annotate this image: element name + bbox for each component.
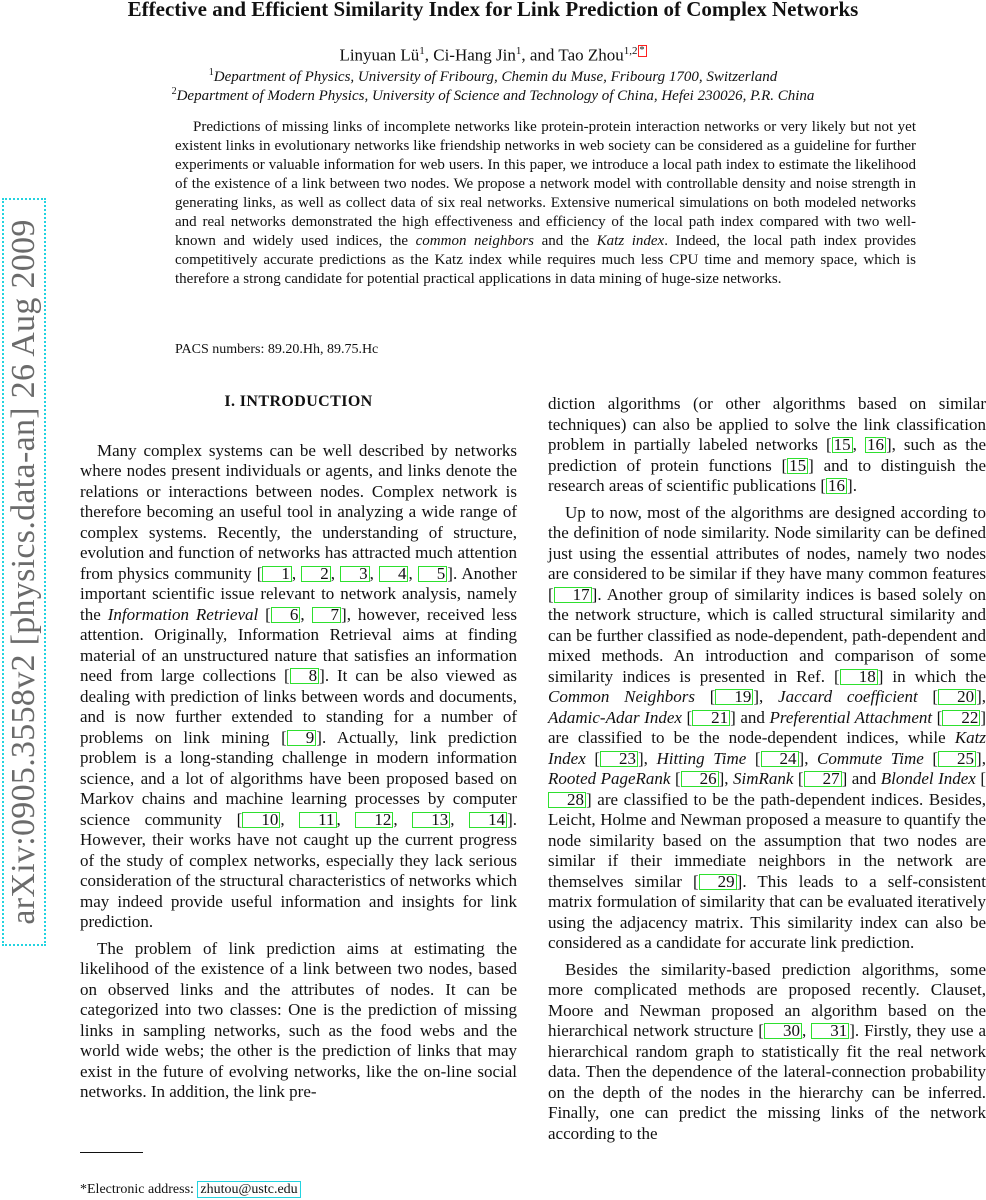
citation-link[interactable]: 1 — [262, 566, 292, 582]
citation-link[interactable]: 16 — [828, 476, 846, 495]
citation-link[interactable]: 29 — [699, 874, 737, 890]
corresponding-author-link[interactable]: * — [639, 44, 645, 56]
citation-link[interactable]: 11 — [299, 812, 336, 828]
citation-link[interactable]: 16 — [866, 435, 884, 454]
abstract: Predictions of missing links of incomplete networks like protein-protein interaction networks or very likely but not yet existent links in evolutionary networks like friendship networks in web society can be considered as a guideline for further experiments or valuable information for web users. In this paper, we introduce a local path index to estimate the likelihood of the existence of a link between two nodes. We propose a network model with controllable density and noise strength in generating links, as well as collect data of six real networks. Extensive numerical simulations on both modeled networks and real networks demonstrated the high effectiveness and efficiency of the local path index compared with two well-known and widely used indices, the common neighbors and the Katz index. Indeed, the local path index provides competitively accurate predictions as the Katz index while requires much less CPU time and memory space, which is therefore a strong candidate for potential practical applications in data mining of huge-size networks. — [175, 119, 917, 287]
citation-link[interactable]: 8 — [290, 668, 320, 684]
footnote — [80, 1182, 301, 1198]
paragraph: Besides the similarity-based prediction algorithms, some more complicated methods are proposed recently. Clauset, Moore and Newman proposed an algorithm based on the hierarchical network structure [ 30 , 31 ]. Firstly, they use a hierarchical random graph to statistically fit the real network data. Then the dependence of the lateral-connection probability on the depth of the nodes in the hierarchy can be inferred. Finally, one can predict the missing links of the network according to the — [548, 959, 986, 1143]
paragraph: Up to now, most of the algorithms are designed according to the definition of node similarity. Node similarity can be defined just using the essential attributes of nodes, namely two nodes are considered to be similar if they have many common features [ 17 ]. Another group of similarity indices is based solely on the network structure, which is called structural similarity and can be further classified as node-dependent, path-dependent and mixed methods. An introduction and comparison of some similarity indices is presented in Ref. [ 18 ] in which the Common Neighbors [ 19 ], Jaccard coefficient [ 20 ], Adamic-Adar Index [ 21 ] and Preferential Attachment [ 22 ] are classified to be the node-dependent indices, while Katz Index [ 23 ], Hitting Time [ 24 ], Commute Time [ 25 ], Rooted PageRank [ 26 ], SimRank [ 27 ] and Blondel Index [28 ] are classified to be the path-dependent indices. Besides, Leicht, Holme and Newman proposed a measure to quantify the node similarity based on the assumption that two nodes are similar if their immediate neighbors in the network are themselves similar [ 29 ]. This leads to a self-consistent matrix formulation of similarity that can be evaluated iteratively using the adjacency matrix. This similarity index can also be considered as a candidate for accurate link prediction. — [548, 502, 986, 952]
footnote-divider — [80, 1152, 143, 1153]
paragraph: diction algorithms (or other algorithms based on similar techniques) can also be applied to solve the link classification problem in partially labeled networks [ 15 , 16 ], such as the prediction of protein functions [ 15 ] and to distinguish the research areas of scientific publications [ 16 ]. — [548, 394, 986, 495]
arxiv-identifier-link[interactable] — [2, 198, 46, 946]
paragraph: The problem of link prediction aims at estimating the likelihood of the existence of a link between two nodes, based on observed links and the attributes of nodes. It can be categorized into two classes: One is the prediction of missing links in sampling networks, such as the food webs and the world wide webs; the other is the prediction of links that may exist in the future of evolving networks, like the on-line social networks. In addition, the link pre- — [80, 938, 517, 1101]
citation-link[interactable]: 4 — [379, 566, 409, 582]
citation-link[interactable]: 2 — [301, 566, 331, 582]
citation-link[interactable]: 24 — [761, 751, 799, 767]
citation-link[interactable]: 15 — [833, 435, 851, 454]
affiliation-2: $^2$Department of Modern Physics, University of Science and Technology of China, Hefei 230026, P.R. China — [171, 86, 815, 104]
citation-link[interactable]: 12 — [355, 812, 393, 828]
citation-link[interactable]: 21 — [692, 710, 730, 726]
citation-link[interactable]: 18 — [840, 669, 878, 685]
citation-link[interactable]: 15 — [789, 455, 807, 475]
citation-link[interactable]: 25 — [938, 751, 976, 767]
email-link[interactable]: zhutou@ustc.edu — [197, 1181, 300, 1198]
citation-link[interactable]: 17 — [554, 587, 592, 603]
citation-link[interactable]: 27 — [804, 771, 842, 787]
citation-link[interactable]: 19 — [715, 689, 753, 705]
citation-link[interactable]: 22 — [942, 710, 980, 726]
citation-link[interactable]: 6 — [271, 607, 301, 623]
citation-link[interactable]: 3 — [340, 566, 370, 582]
citation-link[interactable]: 28 — [548, 792, 586, 808]
arxiv-identifier-text: arXiv:0905.3558v2 [physics.data-an] 26 Aug 2009 — [5, 219, 42, 925]
citation-link[interactable]: 30 — [764, 1023, 802, 1039]
citation-link[interactable]: 14 — [469, 812, 507, 828]
citation-link[interactable]: 10 — [242, 812, 280, 828]
footnote-label: *Electronic address: — [80, 1182, 194, 1197]
citation-link[interactable]: 20 — [938, 689, 976, 705]
citation-link[interactable]: 23 — [600, 751, 638, 767]
pacs-numbers: PACS numbers: 89.20.Hh, 89.75.Hc — [175, 342, 379, 357]
section-heading-introduction: I. INTRODUCTION — [224, 393, 373, 410]
citation-link[interactable]: 13 — [412, 812, 450, 828]
author-name: Linyuan Lü — [339, 45, 420, 65]
author-name: Ci-Hang Jin — [433, 45, 516, 65]
citation-link[interactable]: 31 — [811, 1023, 849, 1039]
citation-link[interactable]: 9 — [287, 730, 317, 746]
right-column — [548, 394, 986, 1150]
citation-link[interactable]: 26 — [681, 771, 719, 787]
author-name: Tao Zhou — [558, 45, 624, 65]
citation-link[interactable]: 5 — [418, 566, 448, 582]
citation-link[interactable]: 7 — [312, 607, 342, 623]
paper-title: Effective and Efficient Similarity Index for Link Prediction of Complex Networks — [127, 0, 859, 21]
affiliation-1: $^1$Department of Physics, University of Fribourg, Chemin du Muse, Fribourg 1700, Switzerland — [208, 67, 778, 85]
author-list: Linyuan $Lü^1$, Ci-Hang Jin$^1$, and Tao Zhou$^{1,2}$ * — [339, 44, 645, 65]
left-column — [80, 392, 517, 1109]
paragraph: Many complex systems can be well described by networks where nodes present individuals or agents, and links denote the relations or interactions between nodes. Complex network is therefore becoming an useful tool in analyzing a wide range of complex systems. Recently, the understanding of structure, evolution and function of networks has attracted much attention from physics community [ 1 , 2 , 3 , 4 , 5 ]. Another important scientific issue relevant to network analysis, namely the Information Retrieval [ 6 , 7 ], however, received less attention. Originally, Information Retrieval aims at finding material of an unstructured nature that satisfies an information need from large collections [ 8 ]. It can be also viewed as dealing with prediction of links between words and documents, and is now further extended to standing for a number of problems on link mining [ 9 ]. Actually, link prediction problem is a long-standing challenge in modern information science, and a lot of algorithms have been proposed based on Markov chains and machine learning processes by computer science community [ 10 , 11 , 12 , 13 , 14 ]. However, their works have not caught up the current progress of the study of complex networks, especially they lack serious consideration of the structural characteristics of networks which may indeed provide useful information and insights for link prediction. — [80, 440, 518, 931]
